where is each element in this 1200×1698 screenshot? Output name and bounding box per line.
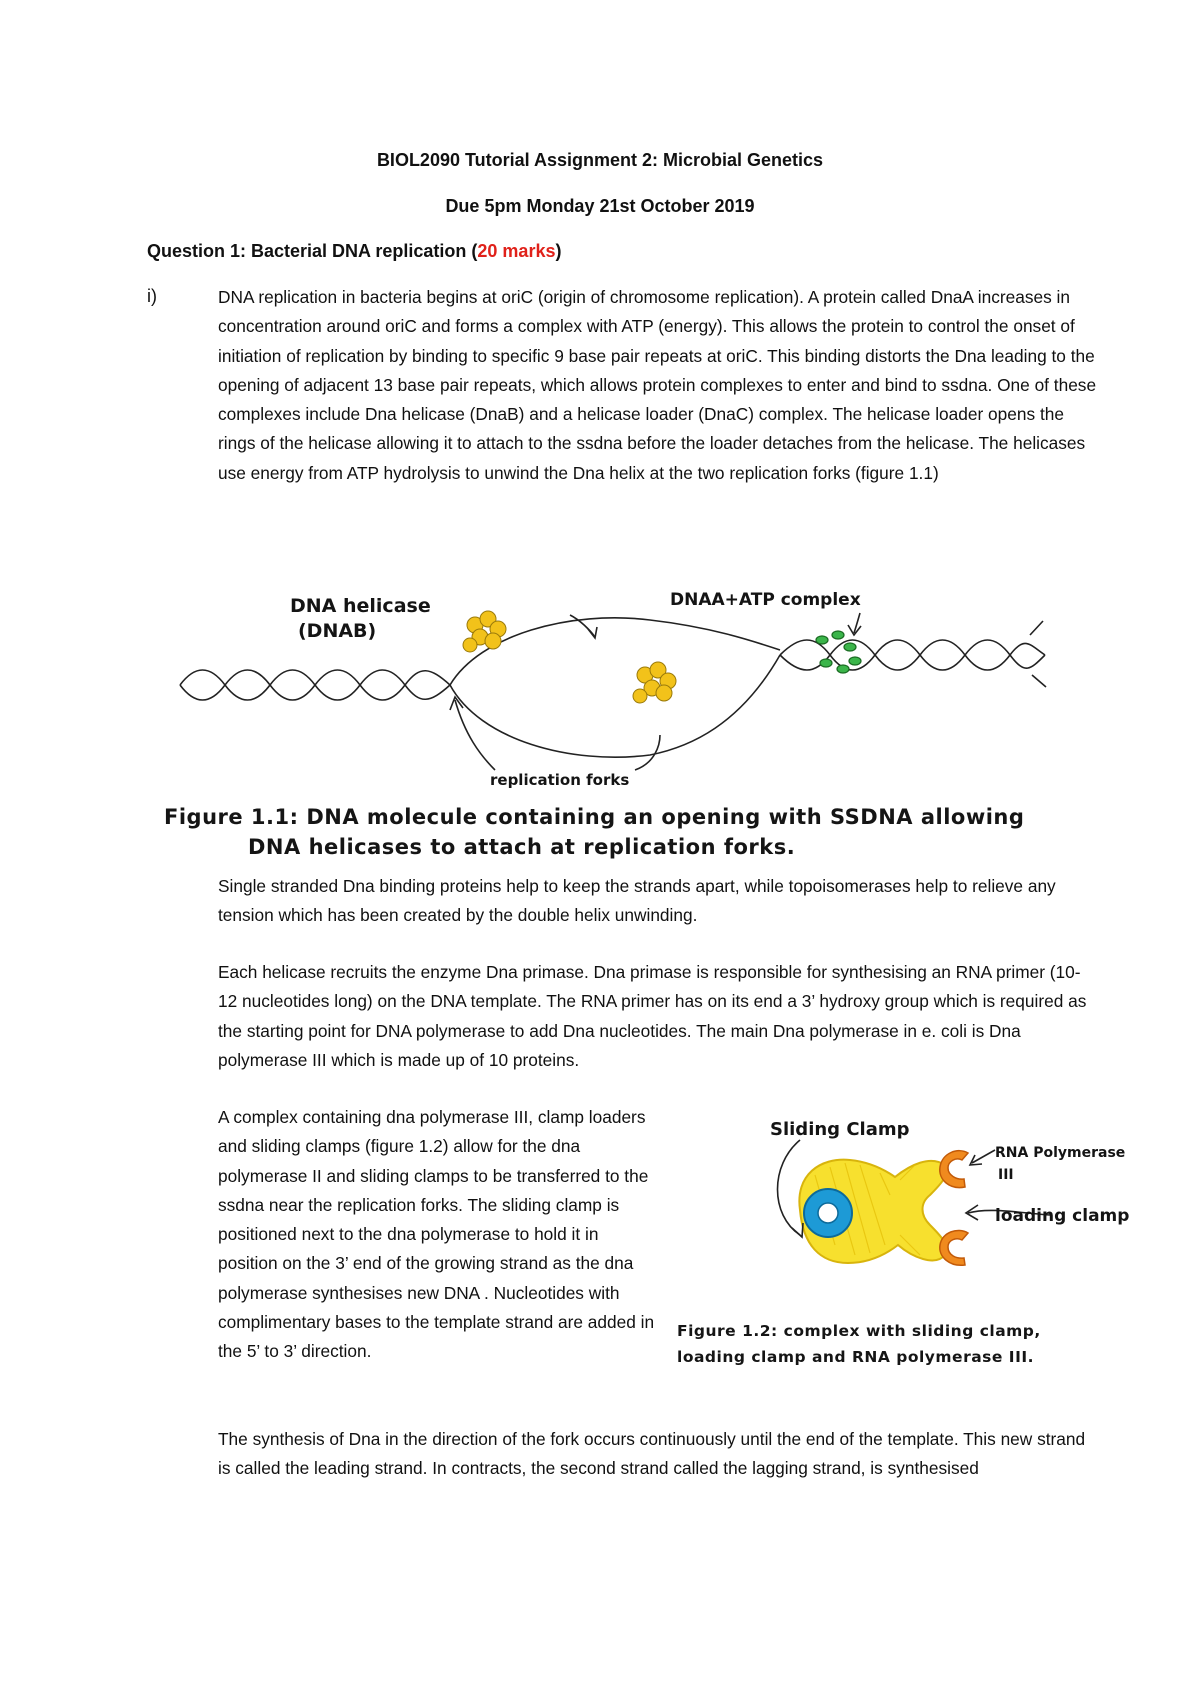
paragraph-polymerase-complex: A complex containing dna polymerase III, clamp loaders and sliding clamps (figure 1.2) allow for the dna polymerase II and sliding clamps to be transferred to the ssdna near the replication forks. The sliding clamp is positioned next to the dna polymerase to hold it in position on the 3’ end of the growing strand as the dna polymerase synthesises new DNA . Nucleotides with complimentary bases to the template strand are added in the 5’ to 3’ direction. [218,1107,655,1362]
paragraph-initiation: DNA replication in bacteria begins at oriC (origin of chromosome replication). A protein called DnaA increases in concentration around oriC and forms a complex with ATP (energy). This allows the protein to control the onset of initiation of replication by binding to specific 9 base pair repeats at oriC. This binding distorts the Dna leading to the opening of adjacent 13 base pair repeats, which allows protein complexes to enter and bind to ssdna. One of these complexes include Dna helicase (DnaB) and a helicase loader (DnaC) complex. The helicase loader opens the rings of the helicase allowing it to attach to the ssdna before the loader detaches from the helicase. The helicases use energy from ATP hydrolysis to unwind the Dna helix at the two replication forks (figure 1.1) [218,287,1097,483]
document-title: BIOL2090 Tutorial Assignment 2: Microbial Genetics [376,150,824,170]
figure-1-2-diagram [740,1095,1160,1320]
paragraph-ssb-topoisomerase: Single stranded Dna binding proteins help to keep the strands apart, while topoisomerases help to relieve any tension which has been created by the double helix unwinding. [218,876,1056,926]
question-heading [147,241,561,262]
figure1-label-helicase: DNA helicase [290,595,431,617]
figure2-label-rna-iii: III [998,1167,1014,1183]
figure1-caption-line2: DNA helicases to attach at replication forks. [248,835,796,859]
figure1-label-complex: DNAA+ATP complex [670,590,861,610]
paragraph-primase: Each helicase recruits the enzyme Dna primase. Dna primase is responsible for synthesising an RNA primer (10-12 nucleotides long) on the DNA template. The RNA primer has on its end a 3’ hydroxy group which is required as the starting point for DNA polymerase to add Dna nucleotides. The main Dna polymerase in e. coli is Dna polymerase III which is made up of 10 proteins. [218,962,1087,1070]
figure2-label-sliding: Sliding Clamp [770,1119,910,1140]
figure1-caption-line1: Figure 1.1: DNA molecule containing an opening with SSDNA allowing [164,805,1025,829]
figure-1-1-diagram [150,575,1050,790]
due-date: Due 5pm Monday 21st October 2019 [445,196,755,216]
figure2-caption-line2: loading clamp and RNA polymerase III. [677,1348,1034,1366]
question-prefix: Question 1: Bacterial DNA replication ( [147,241,478,261]
figure2-label-loading: loading clamp [995,1206,1130,1226]
figure2-label-rna: RNA Polymerase [995,1145,1126,1161]
question-suffix: ) [555,241,562,261]
item-label: i) [147,286,157,306]
figure2-caption-line1: Figure 1.2: complex with sliding clamp, [677,1322,1041,1340]
figure1-label-dnab: (DNAB) [298,620,377,642]
figure-1-1-caption [164,802,1064,862]
figure1-label-forks: replication forks [490,771,630,789]
paragraph-leading-strand: The synthesis of Dna in the direction of the fork occurs continuously until the end of the template. This new strand is called the leading strand. In contracts, the second strand called the lagging strand, is synthesised [218,1429,1086,1479]
figure-1-2-caption [677,1318,1137,1370]
question-marks: 20 marks [477,241,556,261]
